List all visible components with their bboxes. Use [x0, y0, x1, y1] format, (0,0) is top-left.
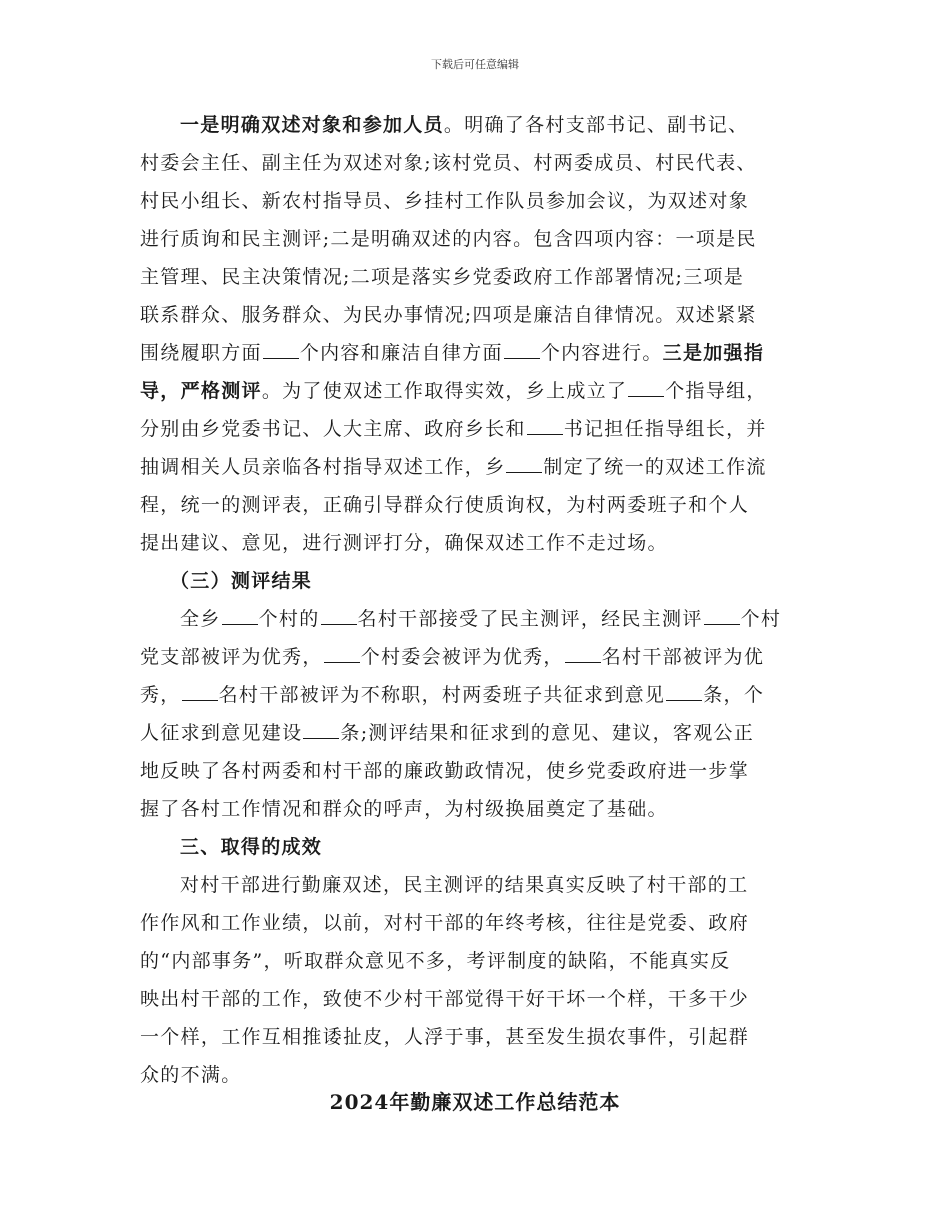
text-span: 围绕履职方面 — [140, 342, 262, 364]
section-heading: 三、取得的成效 — [180, 836, 323, 858]
text-line — [140, 600, 810, 638]
text-line: 众的不满。 — [140, 1064, 242, 1086]
text-span: 个内容和廉洁自律方面 — [299, 342, 503, 364]
text-line: 映出村干部的工作，致使不少村干部觉得干好干坏一个样，干多干少 — [140, 988, 750, 1010]
page-header: 下载后可任意编辑 — [431, 58, 519, 71]
text-span: 制定了统一的双述工作流 — [543, 456, 767, 478]
text-span: 个内容进行。 — [540, 342, 663, 364]
fill-blank — [628, 380, 664, 397]
fill-blank — [704, 608, 740, 625]
fill-blank — [565, 646, 601, 663]
fill-blank — [222, 608, 258, 625]
fill-blank — [504, 342, 540, 359]
document-body — [140, 106, 810, 1094]
fill-blank — [263, 342, 299, 359]
text-line: 提出建议、意见，进行测评打分，确保双述工作不走过场。 — [140, 532, 668, 554]
bold-phrase: 一是明确双述对象和参加人员 — [180, 114, 444, 136]
text-span: 条，个 — [703, 684, 765, 706]
text-line — [140, 372, 810, 410]
text-line: 的“内部事务”，听取群众意见不多，考评制度的缺陷，不能真实反 — [140, 950, 731, 972]
text-line — [140, 714, 810, 752]
text-line: 进行质询和民主测评;二是明确双述的内容。包含四项内容：一项是民 — [140, 228, 757, 250]
text-span: 抽调相关人员亲临各村指导双述工作，乡 — [140, 456, 506, 478]
text-line — [140, 334, 810, 372]
text-line — [140, 638, 810, 676]
text-span: 个指导组， — [665, 380, 767, 402]
bold-phrase: 导，严格测评 — [140, 380, 262, 402]
text-span: 党支部被评为优秀， — [140, 646, 323, 668]
text-span: 个村 — [740, 608, 782, 630]
text-span: 书记担任指导组长，并 — [563, 418, 767, 440]
text-span: 个村委会被评为优秀， — [360, 646, 564, 668]
text-span: 名村干部接受了民主测评，经民主测评 — [357, 608, 703, 630]
fill-blank — [182, 684, 218, 701]
fill-blank — [324, 646, 360, 663]
text-line: 程，统一的测评表，正确引导群众行使质询权，为村两委班子和个人 — [140, 494, 750, 516]
text-line — [140, 410, 810, 448]
text-span: 。为了使双述工作取得实效，乡上成立了 — [261, 380, 628, 402]
text-line — [140, 106, 810, 144]
text-span: 个村的 — [258, 608, 320, 630]
text-line: 握了各村工作情况和群众的呼声，为村级换届奠定了基础。 — [140, 798, 668, 820]
text-line — [140, 448, 810, 486]
text-span: 全乡 — [180, 608, 221, 630]
text-line: 村委会主任、副主任为双述对象;该村党员、村两委成员、村民代表、 — [140, 152, 757, 174]
bold-phrase: 三是加强指 — [662, 342, 765, 364]
text-span: 名村干部被评为优 — [601, 646, 765, 668]
text-span: 名村干部被评为不称职，村两委班子共征求到意见 — [218, 684, 666, 706]
fill-blank — [303, 722, 339, 739]
document-title: 2024年勤廉双述工作总结范本 — [329, 1090, 621, 1114]
fill-blank — [506, 456, 542, 473]
text-line — [140, 676, 810, 714]
fill-blank — [321, 608, 357, 625]
text-line: 村民小组长、新农村指导员、乡挂村工作队员参加会议，为双述对象 — [140, 190, 750, 212]
text-line: 主管理、民主决策情况;二项是落实乡党委政府工作部署情况;三项是 — [140, 266, 745, 288]
fill-blank — [666, 684, 702, 701]
section-heading: （三）测评结果 — [170, 570, 313, 592]
text-span: 分别由乡党委书记、人大主席、政府乡长和 — [140, 418, 526, 440]
text-span: 秀， — [140, 684, 181, 706]
text-line: 地反映了各村两委和村干部的廉政勤政情况，使乡党委政府进一步掌 — [140, 760, 750, 782]
text-line: 作作风和工作业绩，以前，对村干部的年终考核，往往是党委、政府 — [140, 912, 750, 934]
text-span: 。明确了各村支部书记、副书记、 — [443, 114, 749, 136]
text-span: 人征求到意见建设 — [140, 722, 303, 744]
text-span: 条;测评结果和征求到的意见、建议，客观公正 — [340, 722, 755, 744]
fill-blank — [527, 418, 563, 435]
text-line: 对村干部进行勤廉双述，民主测评的结果真实反映了村干部的工 — [180, 874, 749, 896]
text-line: 一个样，工作互相推诿扯皮，人浮于事，甚至发生损农事件，引起群 — [140, 1026, 750, 1048]
text-line: 联系群众、服务群众、为民办事情况;四项是廉洁自律情况。双述紧紧 — [140, 304, 757, 326]
